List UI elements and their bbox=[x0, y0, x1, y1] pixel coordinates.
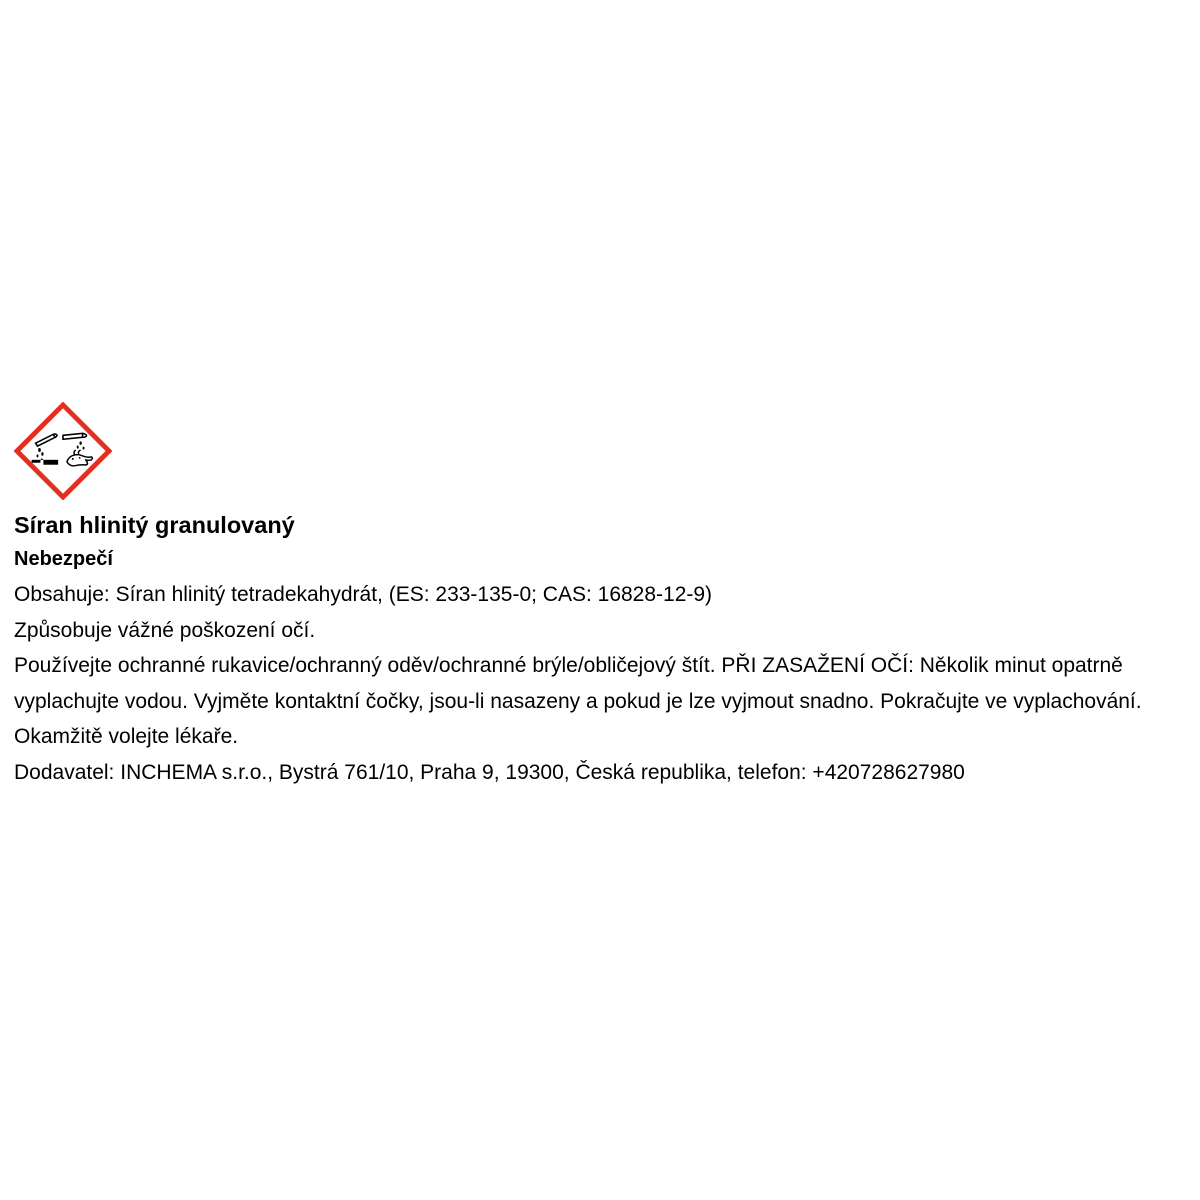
hazard-statement: Způsobuje vážné poškození očí. bbox=[14, 618, 316, 642]
signal-word: Nebezpečí bbox=[14, 548, 113, 570]
contains-statement: Obsahuje: Síran hlinitý tetradekahydrát, (ES: 233-135-0; CAS: 16828-12-9) bbox=[14, 583, 713, 606]
precautionary-statement: Používejte ochranné rukavice/ochranný oděv/ochranné brýle/obličejový štít. PŘI ZASAŽENÍ OČÍ: Několik minut opatrně vyplachujte vodou. Vyjměte kontaktní čočky, jsou-li nasazeny a pokud je lze vyjmout snadno. Pokračujte ve vyplachování. Okamžitě volejte lékaře. bbox=[14, 654, 1142, 748]
supplier-info: Dodavatel: INCHEMA s.r.o., Bystrá 761/10, Praha 9, 19300, Česká republika, telefon: +420728627980 bbox=[14, 760, 965, 784]
product-name: Síran hlinitý granulovaný bbox=[14, 512, 295, 538]
ghs05-corrosion-icon bbox=[14, 402, 112, 500]
hazard-label bbox=[14, 402, 1194, 790]
